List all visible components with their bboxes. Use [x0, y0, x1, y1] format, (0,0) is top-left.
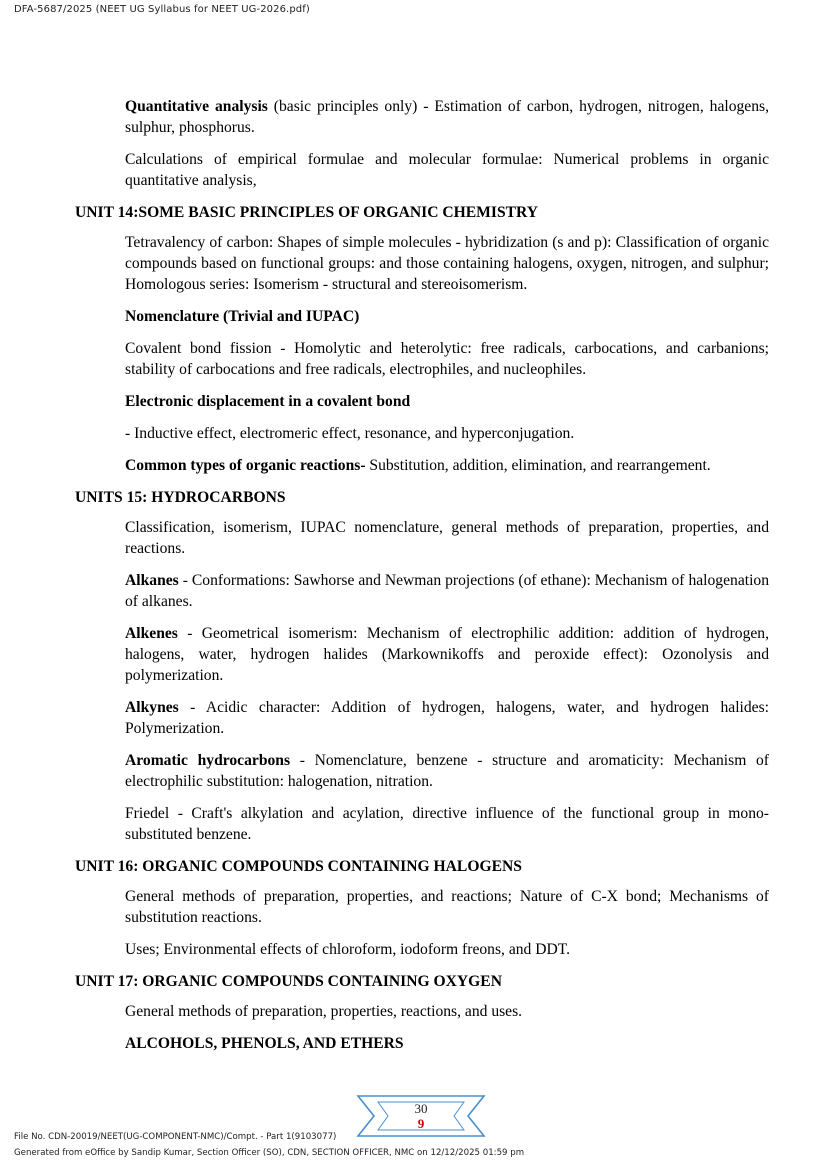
unit-heading: UNITS 15: HYDROCARBONS — [75, 489, 286, 506]
paragraph-bold: ALCOHOLS, PHENOLS, AND ETHERS — [125, 1035, 404, 1052]
document-body — [0, 96, 827, 1065]
paragraph — [125, 697, 769, 739]
footer-file-number: File No. CDN-20019/NEET(UG-COMPONENT-NMC)/Compt. - Part 1(9103077) — [14, 1132, 337, 1142]
paragraph-text: - Inductive effect, electromeric effect, resonance, and hyperconjugation. — [125, 425, 575, 442]
paragraph-text: - Acidic character: Addition of hydrogen, halogens, water, and hydrogen halides: Polymerization. — [125, 699, 769, 737]
paragraph-text: Uses; Environmental effects of chloroform, iodoform freons, and DDT. — [125, 941, 571, 958]
paragraph — [125, 750, 769, 792]
paragraph-bold: Electronic displacement in a covalent bond — [125, 393, 411, 410]
unit-heading: UNIT 16: ORGANIC COMPOUNDS CONTAINING HALOGENS — [75, 858, 522, 875]
paragraph-text: - Nomenclature, benzene - structure and aromaticity: Mechanism of electrophilic substitution: halogenation, nitration. — [125, 752, 769, 790]
page-number-top: 30 — [414, 1101, 428, 1116]
paragraph-bold: Quantitative analysis — [125, 98, 268, 115]
paragraph — [125, 1001, 769, 1022]
paragraph-bold: Alkenes — [125, 625, 178, 642]
subheading — [125, 391, 769, 412]
footer-generated-by: Generated from eOffice by Sandip Kumar, Section Officer (SO), CDN, SECTION OFFICER, NMC on 12/12/2025 01:59 pm — [14, 1148, 525, 1158]
page-number-bottom: 9 — [417, 1116, 425, 1131]
paragraph-text: - Conformations: Sawhorse and Newman projections (of ethane): Mechanism of halogenation of alkanes. — [125, 572, 769, 610]
paragraph — [125, 232, 769, 295]
paragraph — [125, 423, 769, 444]
paragraph-bold: Alkynes — [125, 699, 179, 716]
subheading — [125, 1033, 769, 1054]
paragraph-bold: Nomenclature (Trivial and IUPAC) — [125, 308, 360, 325]
paragraph-bold: Aromatic hydrocarbons — [125, 752, 291, 769]
paragraph-text: Covalent bond fission - Homolytic and heterolytic: free radicals, carbocations, and carbanions; stability of carbocations and free radicals, electrophiles, and nucleophiles. — [125, 340, 769, 378]
paragraph — [125, 886, 769, 928]
paragraph-text: Classification, isomerism, IUPAC nomenclature, general methods of preparation, properties, and reactions. — [125, 519, 769, 557]
paragraph-bold: Alkanes — [125, 572, 179, 589]
paragraph-text: (basic principles only) - Estimation of carbon, hydrogen, nitrogen, halogens, sulphur, phosphorus. — [125, 98, 769, 136]
paragraph-text: - Geometrical isomerism: Mechanism of electrophilic addition: addition of hydrogen, halogens, water, hydrogen halides (Markownikoffs and peroxide effect): Ozonolysis and polymerization. — [125, 625, 769, 684]
paragraph — [125, 570, 769, 612]
paragraph — [125, 96, 769, 138]
page-number-badge — [356, 1094, 476, 1138]
paragraph — [125, 455, 769, 476]
paragraph-text: Substitution, addition, elimination, and rearrangement. — [365, 457, 711, 474]
unit-heading: UNIT 17: ORGANIC COMPOUNDS CONTAINING OXYGEN — [75, 973, 502, 990]
paragraph — [125, 149, 769, 191]
paragraph-text: Tetravalency of carbon: Shapes of simple molecules - hybridization (s and p): Classification of organic compounds based on functional groups: and those containing halogens, oxygen, nitrogen, and sulphur; Homologous series: Isomerism - structural and stereoisomerism. — [125, 234, 769, 293]
paragraph-bold: Common types of organic reactions- — [125, 457, 366, 474]
paragraph — [125, 517, 769, 559]
paragraph-text: General methods of preparation, properties, reactions, and uses. — [125, 1003, 523, 1020]
paragraph — [125, 803, 769, 845]
paragraph-text: Friedel - Craft's alkylation and acylation, directive influence of the functional group in mono-substituted benzene. — [125, 805, 769, 843]
subheading — [125, 306, 769, 327]
unit-heading: UNIT 14:SOME BASIC PRINCIPLES OF ORGANIC CHEMISTRY — [75, 204, 538, 221]
paragraph-text: General methods of preparation, properties, and reactions; Nature of C-X bond; Mechanisms of substitution reactions. — [125, 888, 769, 926]
paragraph-text: Calculations of empirical formulae and molecular formulae: Numerical problems in organic quantitative analysis, — [125, 151, 769, 189]
paragraph — [125, 623, 769, 686]
paragraph — [125, 338, 769, 380]
document-header: DFA-5687/2025 (NEET UG Syllabus for NEET UG-2026.pdf) — [14, 4, 310, 15]
paragraph — [125, 939, 769, 960]
